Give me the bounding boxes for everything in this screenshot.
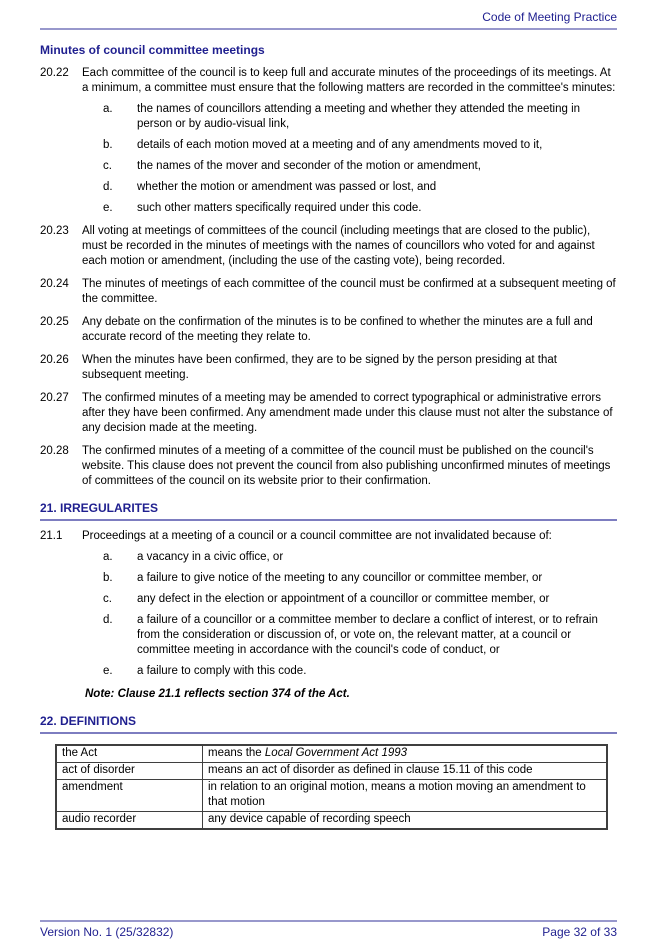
section-heading-definitions: 22. DEFINITIONS bbox=[40, 714, 617, 734]
section-heading-irregularites: 21. IRREGULARITES bbox=[40, 501, 617, 521]
page-footer bbox=[40, 920, 617, 940]
clause-20-27 bbox=[40, 391, 617, 436]
page-header bbox=[40, 10, 617, 30]
list-letter: b. bbox=[103, 139, 113, 151]
clause-number: 20.25 bbox=[40, 316, 69, 328]
clause-20-26 bbox=[40, 353, 617, 383]
clause-text: When the minutes have been confirmed, they are to be signed by the person presiding at that subsequent meeting. bbox=[82, 354, 557, 381]
definition-cell: any device capable of recording speech bbox=[203, 812, 608, 830]
footer-page-number: Page 32 of 33 bbox=[542, 925, 617, 939]
clause-text: The confirmed minutes of a meeting of a committee of the council must be published on the council's website. This clause does not prevent the council from also publishing unconfirmed minutes of meetings of committees of the council on its website prior to their confirmation. bbox=[82, 445, 611, 487]
term-cell: audio recorder bbox=[56, 812, 203, 830]
list-letter: e. bbox=[103, 665, 113, 677]
definition-act-title: Local Government Act 1993 bbox=[264, 747, 408, 759]
header-title: Code of Meeting Practice bbox=[482, 10, 617, 24]
clause-20-22 bbox=[40, 66, 617, 96]
clause-text: The confirmed minutes of a meeting may be amended to correct typographical or administrative errors after they have been confirmed. Any amendment made under this clause must not alter the substance of any decision made at the meeting. bbox=[82, 392, 613, 434]
clause-20-23 bbox=[40, 224, 617, 269]
list-letter: a. bbox=[103, 103, 113, 115]
table-row bbox=[56, 763, 607, 780]
list-text: a failure to give notice of the meeting to any councillor or committee member, or bbox=[137, 572, 543, 584]
list-text: whether the motion or amendment was passed or lost, and bbox=[137, 181, 437, 193]
list-item bbox=[103, 180, 617, 195]
list-item bbox=[103, 159, 617, 174]
clause-number: 20.27 bbox=[40, 392, 69, 404]
list-item bbox=[103, 102, 617, 132]
clause-text: The minutes of meetings of each committee of the council must be confirmed at a subsequent meeting of the committee. bbox=[82, 278, 616, 305]
clause-text: All voting at meetings of committees of the council (including meetings that are closed to the public), must be recorded in the minutes of meetings with the names of councillors who voted for and against each motion or amendment, (including the use of the casting vote), being recorded. bbox=[82, 225, 595, 267]
clause-number: 21.1 bbox=[40, 530, 63, 542]
list-text: a failure to comply with this code. bbox=[137, 665, 307, 677]
clause-21-1-list bbox=[103, 550, 617, 679]
list-item bbox=[103, 201, 617, 216]
definition-prefix: means the bbox=[208, 747, 265, 759]
list-item bbox=[103, 592, 617, 607]
term-cell: amendment bbox=[56, 780, 203, 812]
clause-20-24 bbox=[40, 277, 617, 307]
footer-version: Version No. 1 (25/32832) bbox=[40, 925, 174, 939]
list-letter: d. bbox=[103, 181, 113, 193]
list-text: the names of councillors attending a meeting and whether they attended the meeting in person or by audio-visual link, bbox=[137, 103, 581, 130]
list-item bbox=[103, 571, 617, 586]
clause-20-28 bbox=[40, 444, 617, 489]
list-item bbox=[103, 138, 617, 153]
list-letter: c. bbox=[103, 160, 112, 172]
list-letter: b. bbox=[103, 572, 113, 584]
list-text: a failure of a councillor or a committee member to declare a conflict of interest, or to refrain from the consideration or discussion of, or vote on, the relevant matter, at a council or committee meeting in accordance with the council's code of conduct, or bbox=[137, 614, 598, 656]
term-cell: the Act bbox=[56, 745, 203, 763]
list-item bbox=[103, 664, 617, 679]
term-cell: act of disorder bbox=[56, 763, 203, 780]
clause-text: Proceedings at a meeting of a council or a council committee are not invalidated because of: bbox=[82, 530, 552, 542]
clause-21-1 bbox=[40, 529, 617, 544]
subheading-minutes: Minutes of council committee meetings bbox=[40, 43, 265, 57]
note-clause-21-1: Note: Clause 21.1 reflects section 374 of the Act. bbox=[85, 688, 350, 700]
list-item bbox=[103, 613, 617, 658]
clause-text: Any debate on the confirmation of the minutes is to be confined to whether the minutes are a full and accurate record of the meeting they relate to. bbox=[82, 316, 593, 343]
list-text: the names of the mover and seconder of the motion or amendment, bbox=[137, 160, 481, 172]
definition-cell: means an act of disorder as defined in clause 15.11 of this code bbox=[203, 763, 608, 780]
clause-number: 20.22 bbox=[40, 67, 69, 79]
list-text: any defect in the election or appointment of a councillor or committee member, or bbox=[137, 593, 550, 605]
list-letter: e. bbox=[103, 202, 113, 214]
list-text: such other matters specifically required under this code. bbox=[137, 202, 422, 214]
clause-20-25 bbox=[40, 315, 617, 345]
clause-number: 20.28 bbox=[40, 445, 69, 457]
list-letter: d. bbox=[103, 614, 113, 626]
clause-number: 20.24 bbox=[40, 278, 69, 290]
list-text: a vacancy in a civic office, or bbox=[137, 551, 284, 563]
definitions-table bbox=[55, 744, 608, 830]
clause-number: 20.26 bbox=[40, 354, 69, 366]
list-item bbox=[103, 550, 617, 565]
table-row bbox=[56, 812, 607, 830]
list-letter: a. bbox=[103, 551, 113, 563]
table-row bbox=[56, 745, 607, 763]
list-text: details of each motion moved at a meeting and of any amendments moved to it, bbox=[137, 139, 543, 151]
definition-cell: in relation to an original motion, means a motion moving an amendment to that motion bbox=[203, 780, 608, 812]
table-row bbox=[56, 780, 607, 812]
definition-cell bbox=[203, 745, 608, 763]
clause-text: Each committee of the council is to keep full and accurate minutes of the proceedings of its meetings. At a minimum, a committee must ensure that the following matters are recorded in the committee's minutes: bbox=[82, 67, 616, 94]
clause-20-22-list bbox=[103, 102, 617, 216]
list-letter: c. bbox=[103, 593, 112, 605]
clause-number: 20.23 bbox=[40, 225, 69, 237]
